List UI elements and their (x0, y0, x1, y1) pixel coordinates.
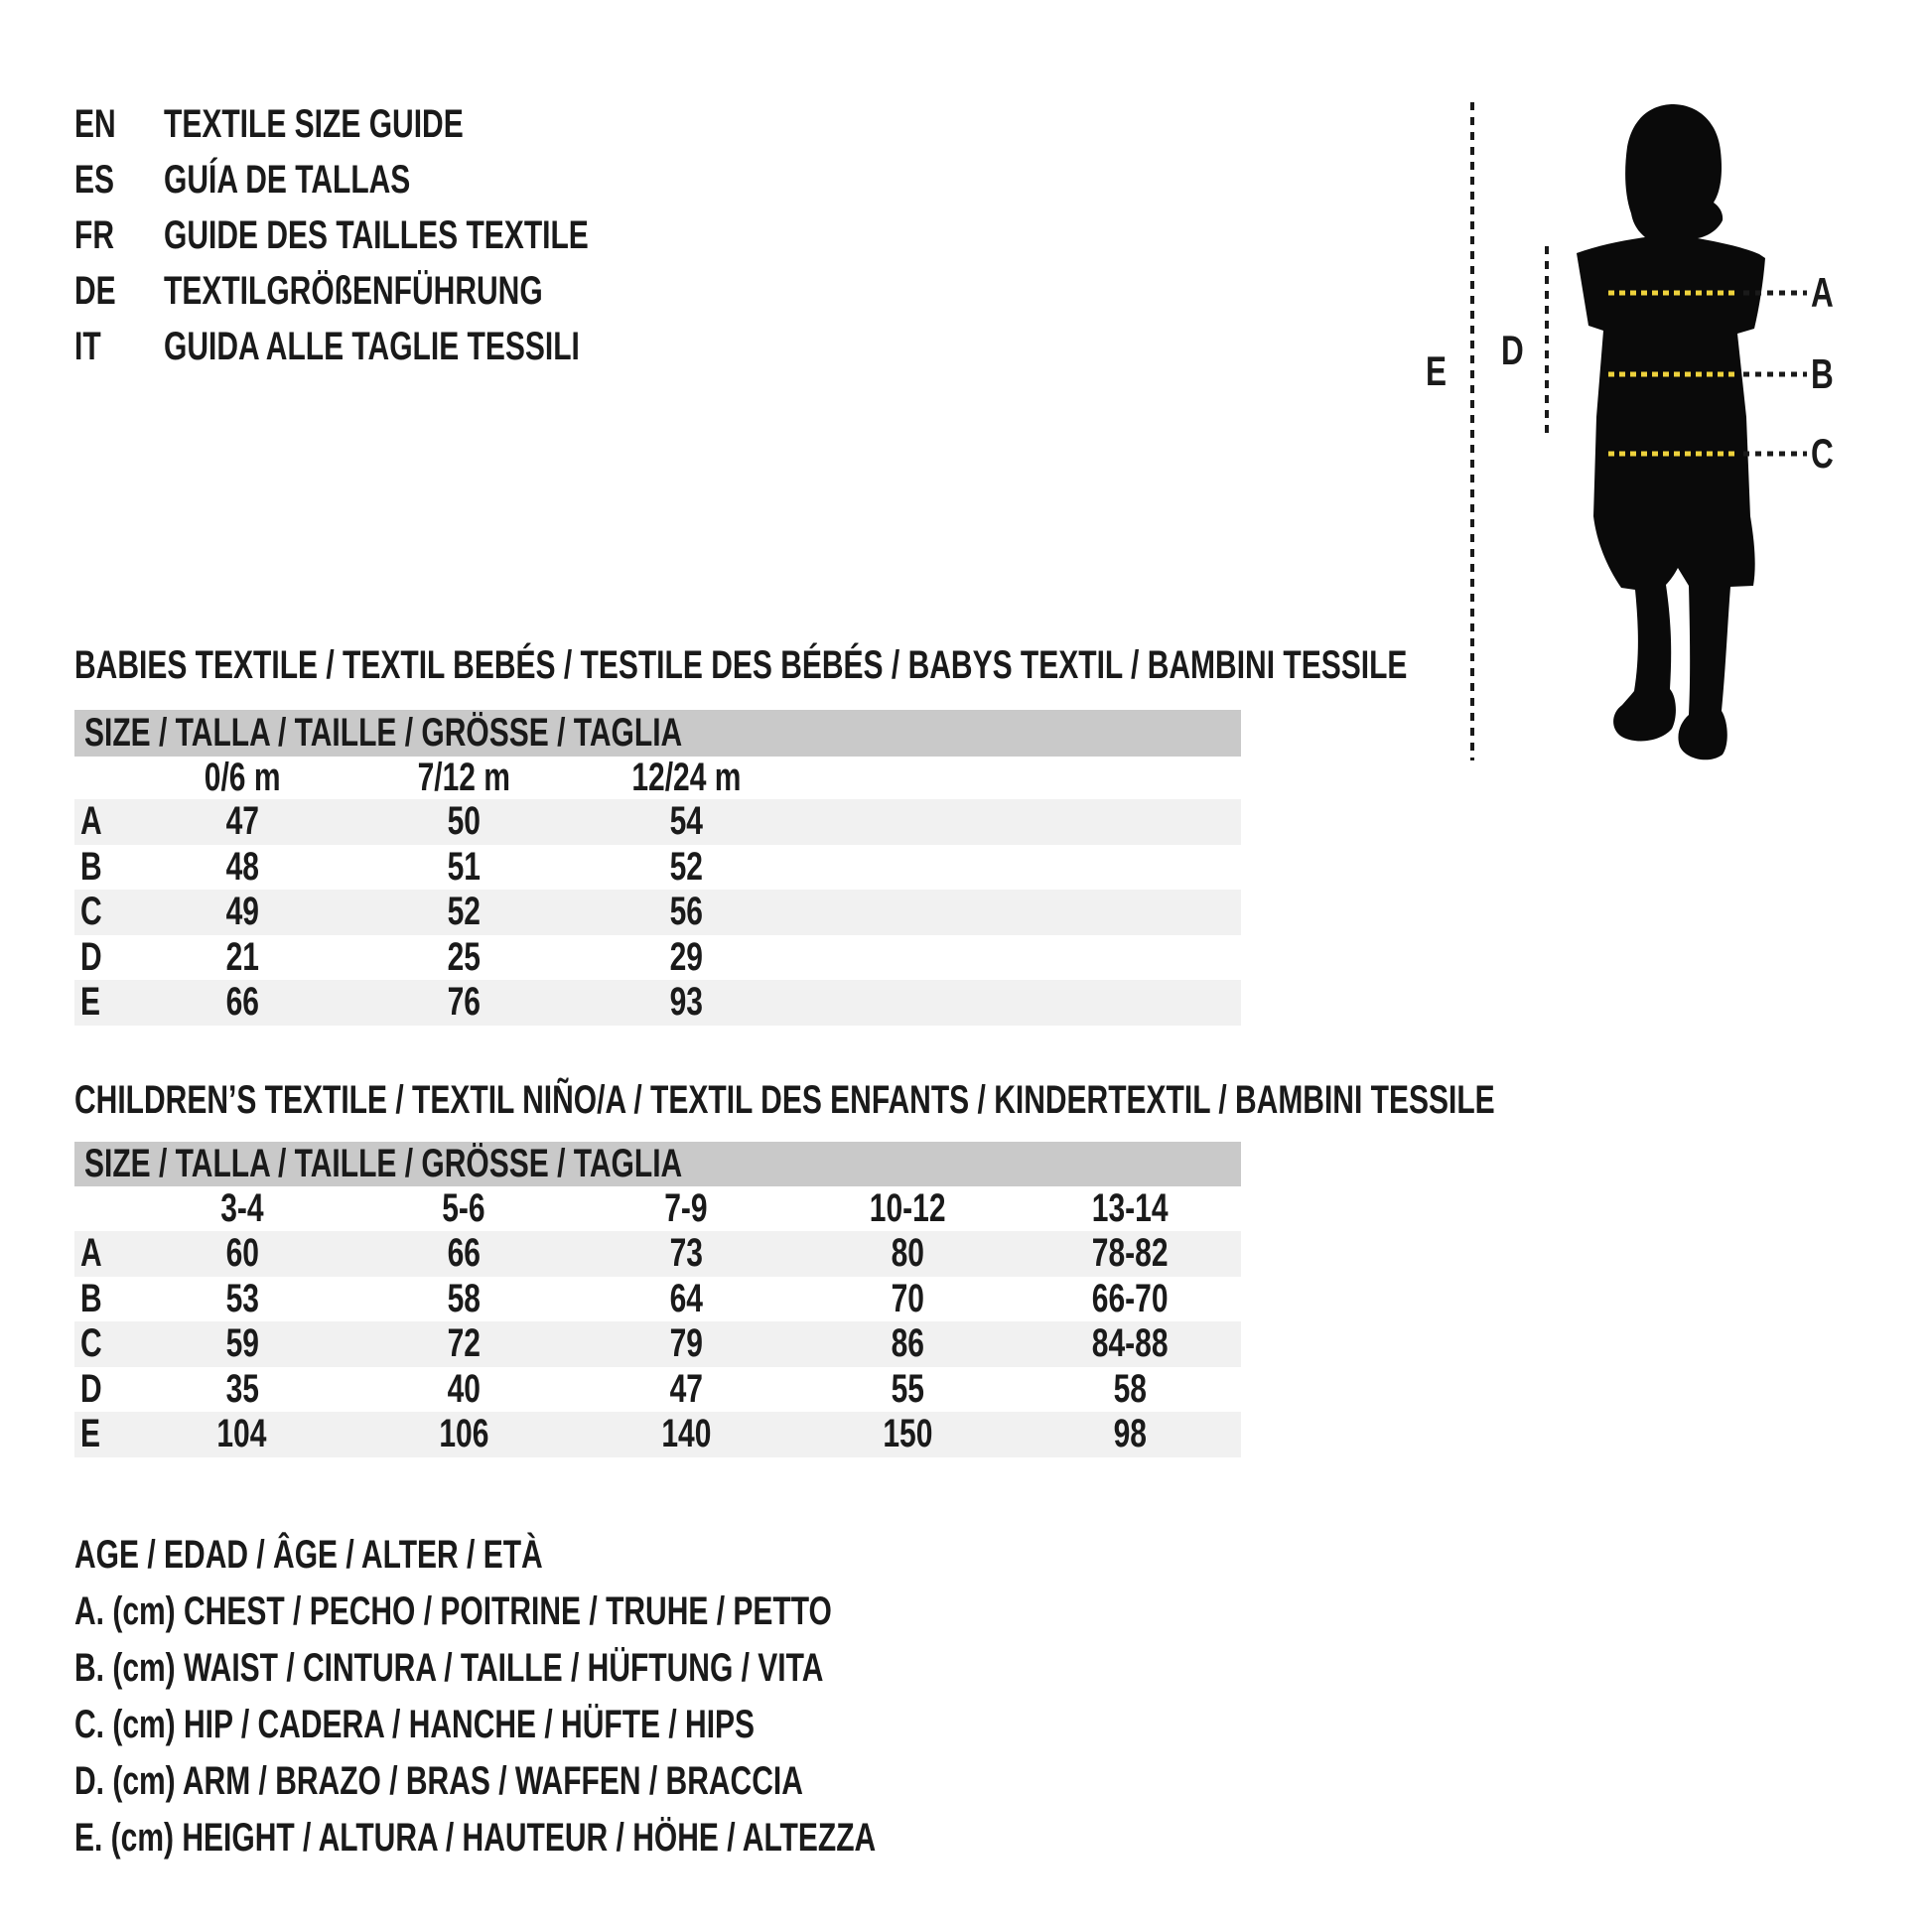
table-row (74, 1412, 1241, 1457)
cell-value: 29 (669, 934, 703, 979)
language-code: DE (74, 268, 116, 313)
measure-label-a: A (1811, 269, 1834, 316)
language-code: ES (74, 157, 115, 202)
cell-value: 76 (447, 980, 482, 1025)
language-row (74, 207, 730, 263)
cell-value: 140 (660, 1412, 712, 1456)
column-header: 13-14 (1091, 1186, 1169, 1230)
language-title: GUÍA DE TALLAS (164, 157, 411, 202)
table-row (74, 980, 1241, 1026)
language-title: GUIDE DES TAILLES TEXTILE (164, 212, 589, 257)
measure-label-b: B (1811, 350, 1834, 397)
cell-value: 47 (669, 1366, 703, 1411)
cell-value: 64 (669, 1276, 703, 1320)
column-header-row (74, 1186, 1241, 1231)
cell-value: 150 (883, 1412, 933, 1456)
legend-item: C. (cm) HIP / CADERA / HANCHE / HÜFTE / HIPS (74, 1703, 756, 1746)
row-label: A (80, 1231, 102, 1276)
babies-size-table (74, 710, 1241, 1028)
cell-value: 80 (891, 1231, 925, 1276)
column-header: 10-12 (870, 1186, 946, 1230)
column-header: 0/6 m (204, 756, 281, 799)
cell-value: 25 (447, 934, 482, 979)
cell-value: 59 (225, 1321, 259, 1366)
cell-value: 70 (891, 1276, 925, 1320)
cell-value: 72 (447, 1321, 482, 1366)
row-label: E (80, 980, 101, 1025)
cell-value: 40 (447, 1366, 482, 1411)
cell-value: 58 (1113, 1366, 1147, 1411)
column-header-row (74, 757, 1241, 799)
column-header: 3-4 (220, 1186, 264, 1230)
cell-value: 51 (447, 844, 482, 889)
cell-value: 52 (669, 844, 703, 889)
row-label: C (80, 1321, 102, 1366)
size-header-bar: SIZE / TALLA / TAILLE / GRÖSSE / TAGLIA (74, 710, 1241, 757)
measure-label-c: C (1811, 430, 1834, 477)
cell-value: 66 (447, 1231, 482, 1276)
cell-value: 79 (669, 1321, 703, 1366)
row-label: D (80, 934, 102, 979)
table-row (74, 845, 1241, 891)
cell-value: 48 (225, 844, 259, 889)
measurement-legend (74, 1527, 1143, 1866)
row-label: E (80, 1412, 101, 1456)
column-header: 7-9 (664, 1186, 708, 1230)
cell-value: 53 (225, 1276, 259, 1320)
language-row (74, 263, 730, 319)
cell-value: 60 (225, 1231, 259, 1276)
size-header-bar: SIZE / TALLA / TAILLE / GRÖSSE / TAGLIA (74, 1142, 1241, 1186)
table-row (74, 890, 1241, 935)
table-row (74, 935, 1241, 981)
language-title: TEXTILGRÖßENFÜHRUNG (164, 268, 543, 313)
measure-label-e: E (1426, 347, 1448, 394)
column-header: 5-6 (442, 1186, 486, 1230)
babies-section-heading: BABIES TEXTILE / TEXTIL BEBÉS / TESTILE DES BÉBÉS / BABYS TEXTIL / BAMBINI TESSILE (74, 643, 1408, 687)
language-title: TEXTILE SIZE GUIDE (164, 101, 464, 146)
legend-title: AGE / EDAD / ÂGE / ALTER / ETÀ (74, 1533, 543, 1577)
table-row (74, 1277, 1241, 1322)
cell-value: 56 (669, 890, 703, 934)
language-row (74, 96, 730, 152)
cell-value: 86 (891, 1321, 925, 1366)
cell-value: 78-82 (1091, 1231, 1169, 1276)
cell-value: 49 (225, 890, 259, 934)
cell-value: 35 (225, 1366, 259, 1411)
cell-value: 106 (439, 1412, 489, 1456)
cell-value: 52 (447, 890, 482, 934)
table-row (74, 1367, 1241, 1413)
cell-value: 98 (1113, 1412, 1147, 1456)
cell-value: 66 (225, 980, 259, 1025)
legend-item: A. (cm) CHEST / PECHO / POITRINE / TRUHE / PETTO (74, 1589, 832, 1633)
cell-value: 93 (669, 980, 703, 1025)
language-row (74, 319, 730, 374)
cell-value: 58 (447, 1276, 482, 1320)
language-code: EN (74, 101, 116, 146)
column-header: 7/12 m (417, 756, 511, 799)
column-header: 12/24 m (630, 756, 742, 799)
cell-value: 21 (225, 934, 259, 979)
children-section-heading: CHILDREN’S TEXTILE / TEXTIL NIÑO/A / TEXTIL DES ENFANTS / KINDERTEXTIL / BAMBINI TESSILE (74, 1078, 1495, 1122)
language-title-block (74, 96, 730, 374)
language-row (74, 152, 730, 207)
legend-item: B. (cm) WAIST / CINTURA / TAILLE / HÜFTUNG / VITA (74, 1646, 824, 1690)
cell-value: 47 (225, 799, 259, 844)
cell-value: 55 (891, 1366, 925, 1411)
legend-item: D. (cm) ARM / BRAZO / BRAS / WAFFEN / BRACCIA (74, 1759, 803, 1803)
cell-value: 104 (216, 1412, 267, 1456)
language-code: IT (74, 324, 101, 368)
table-row (74, 1231, 1241, 1277)
language-title: GUIDA ALLE TAGLIE TESSILI (164, 324, 580, 368)
cell-value: 73 (669, 1231, 703, 1276)
legend-item: E. (cm) HEIGHT / ALTURA / HAUTEUR / HÖHE / ALTEZZA (74, 1816, 877, 1860)
row-label: B (80, 844, 102, 889)
language-code: FR (74, 212, 114, 257)
cell-value: 84-88 (1091, 1321, 1169, 1366)
row-label: A (80, 799, 102, 844)
cell-value: 54 (669, 799, 703, 844)
table-row (74, 1321, 1241, 1367)
table-row (74, 799, 1241, 845)
cell-value: 50 (447, 799, 482, 844)
children-size-table (74, 1142, 1241, 1459)
cell-value: 66-70 (1091, 1276, 1169, 1320)
row-label: D (80, 1366, 102, 1411)
row-label: B (80, 1276, 102, 1320)
row-label: C (80, 890, 102, 934)
measure-label-d: D (1501, 327, 1524, 373)
